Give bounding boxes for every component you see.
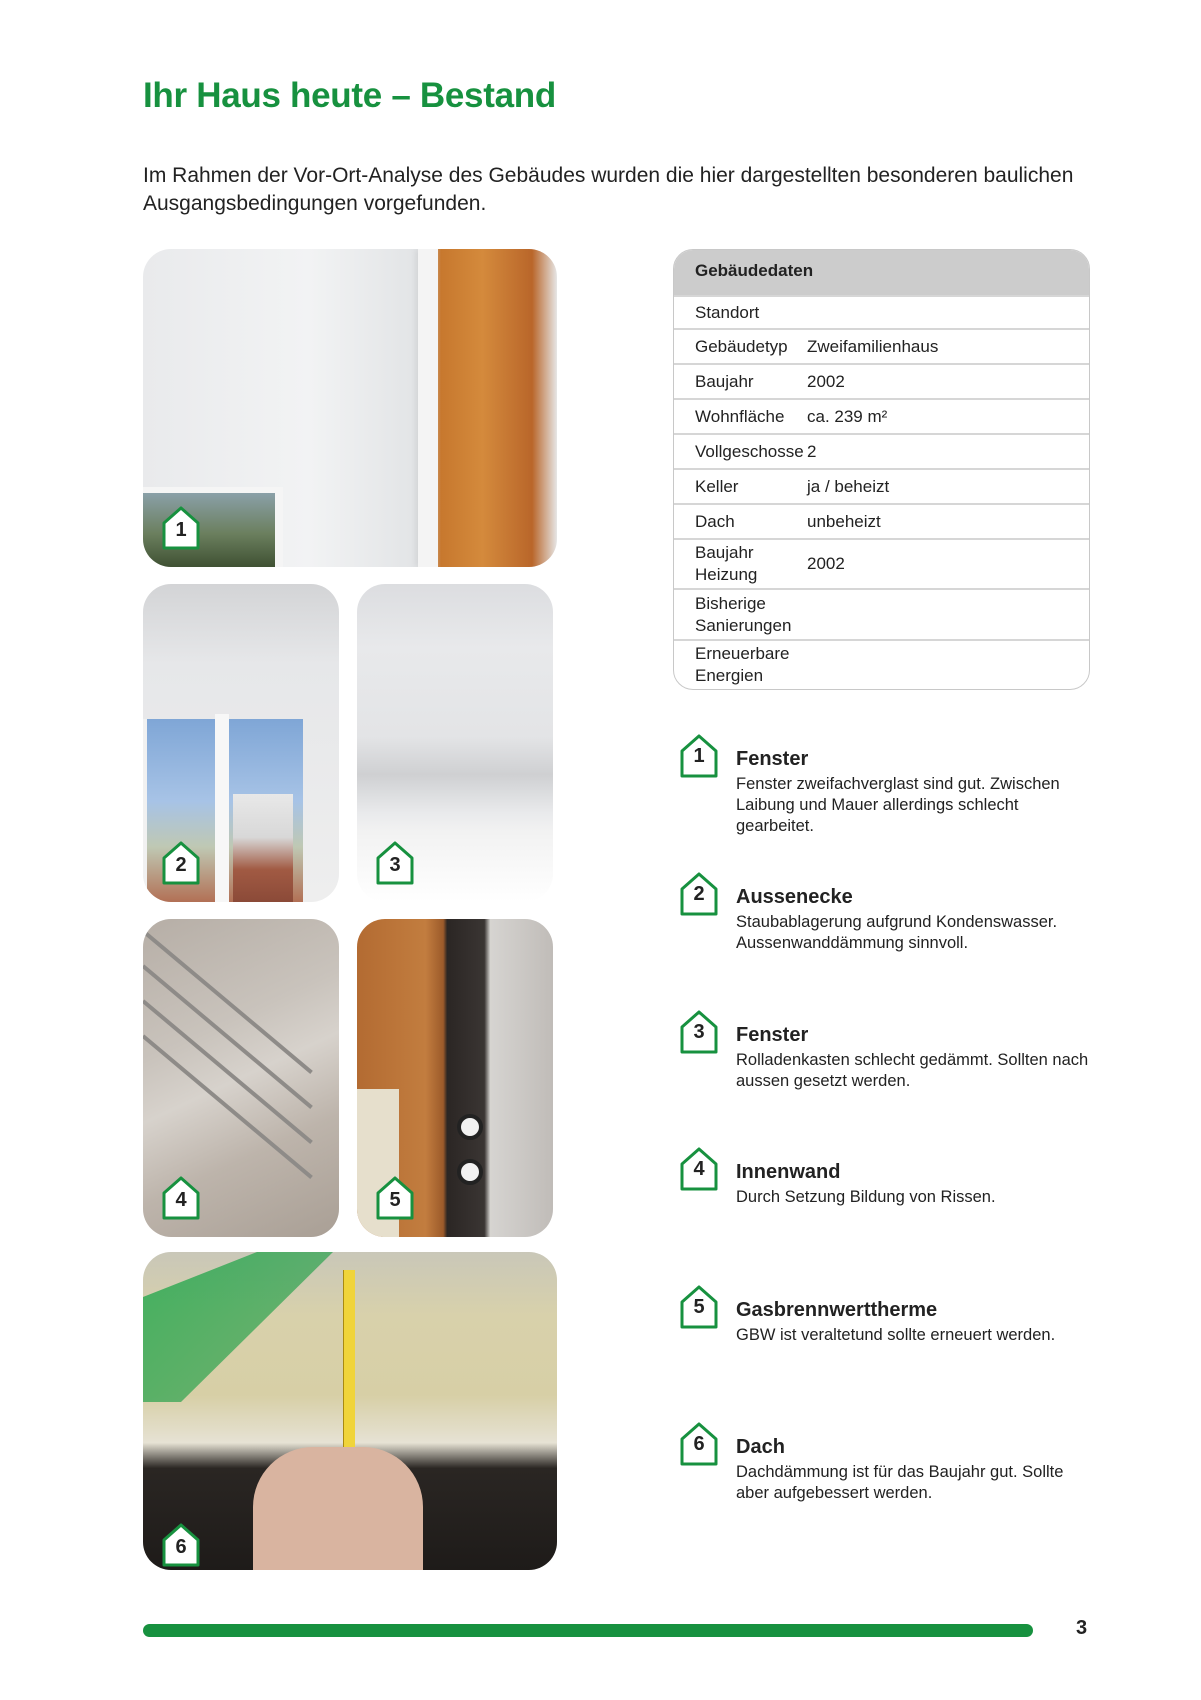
pressure-gauge xyxy=(457,1159,483,1185)
photo-5-gas-boiler xyxy=(357,919,553,1237)
building-data-table xyxy=(673,249,1090,690)
note-title: Innenwand xyxy=(736,1161,841,1183)
row-label: Dach xyxy=(695,511,735,531)
photo-badge-number: 1 xyxy=(175,519,187,541)
note-text: Staubablagerung aufgrund Kondenswasser. Aussenwanddämmung sinnvoll. xyxy=(736,913,1058,952)
reveal-edge xyxy=(418,249,438,567)
table-row xyxy=(674,433,1089,468)
note-number: 2 xyxy=(693,883,705,905)
table-row xyxy=(674,538,1089,588)
photo-badge-number: 5 xyxy=(389,1189,401,1211)
hand xyxy=(253,1447,423,1570)
railing-bar xyxy=(143,929,313,1073)
table-row xyxy=(674,503,1089,538)
row-value: 2002 xyxy=(807,371,845,391)
note-title: Fenster xyxy=(736,748,809,770)
page-number: 3 xyxy=(1076,1617,1088,1639)
row-label: Wohnfläche xyxy=(695,406,785,426)
photo-2-outer-corner xyxy=(143,584,339,902)
row-label: Baujahr xyxy=(695,371,754,391)
row-label: Erneuerbare Energien xyxy=(695,644,790,685)
photo-badge-5 xyxy=(375,1175,415,1221)
note-title: Aussenecke xyxy=(736,886,853,908)
pressure-gauge xyxy=(457,1114,483,1140)
footer-bar xyxy=(143,1624,1033,1637)
note-badge xyxy=(679,733,719,779)
table-row xyxy=(674,468,1089,503)
photo-6-roof-insulation xyxy=(143,1252,557,1570)
table-row xyxy=(674,588,1089,639)
row-value: ca. 239 m² xyxy=(807,406,888,426)
note-badge xyxy=(679,871,719,917)
row-value: 2 xyxy=(807,441,817,461)
note-badge xyxy=(679,1146,719,1192)
railing-bar xyxy=(143,1034,313,1178)
row-value: Zweifamilienhaus xyxy=(807,336,939,356)
row-value: unbeheizt xyxy=(807,511,881,531)
photo-badge-1 xyxy=(161,505,201,551)
row-label: Keller xyxy=(695,476,739,496)
photo-badge-6 xyxy=(161,1522,201,1568)
page-title: Ihr Haus heute – Bestand xyxy=(143,76,556,115)
row-value: 2002 xyxy=(807,554,845,573)
note-badge xyxy=(679,1421,719,1467)
photo-badge-number: 6 xyxy=(175,1536,187,1558)
note-title: Dach xyxy=(736,1436,785,1458)
note-number: 1 xyxy=(693,745,705,767)
railing-bar xyxy=(143,999,313,1143)
table-row xyxy=(674,328,1089,363)
table-row xyxy=(674,639,1089,689)
neighbor-house xyxy=(233,794,293,902)
note-text: Rolladenkasten schlecht gedämmt. Sollten nach aussen gesetzt werden. xyxy=(736,1051,1089,1090)
note-number: 5 xyxy=(693,1296,705,1318)
intro-text: Im Rahmen der Vor-Ort-Analyse des Gebäudes wurden die hier dargestellten besonderen baulichen Ausgangsbedingungen vorgefunden. xyxy=(143,164,1074,215)
window-mullion xyxy=(215,714,229,902)
table-row xyxy=(674,295,1089,328)
photo-badge-2 xyxy=(161,840,201,886)
photo-3-roller-shutter-box xyxy=(357,584,553,902)
table-row xyxy=(674,363,1089,398)
row-label: Baujahr Heizung xyxy=(695,543,758,584)
note-title: Fenster xyxy=(736,1024,809,1046)
row-label: Vollgeschosse xyxy=(695,441,804,461)
photo-badge-number: 3 xyxy=(389,854,401,876)
railing-bar xyxy=(143,964,313,1108)
note-badge xyxy=(679,1284,719,1330)
row-label: Standort xyxy=(695,302,760,322)
photo-4-interior-wall xyxy=(143,919,339,1237)
note-number: 4 xyxy=(693,1158,705,1180)
row-label: Bisherige Sanierungen xyxy=(695,593,792,635)
photo-badge-number: 4 xyxy=(175,1189,187,1211)
vapor-barrier-tape xyxy=(143,1252,333,1402)
note-text: Fenster zweifachverglast sind gut. Zwischen Laibung und Mauer allerdings schlecht gearbeitet. xyxy=(736,775,1060,835)
photo-1-window-reveal xyxy=(143,249,557,567)
row-value: ja / beheizt xyxy=(807,476,890,496)
note-text: Durch Setzung Bildung von Rissen. xyxy=(736,1188,996,1206)
photo-badge-4 xyxy=(161,1175,201,1221)
table-row xyxy=(674,398,1089,433)
note-title: Gasbrennwerttherme xyxy=(736,1299,938,1321)
note-text: GBW ist veraltetund sollte erneuert werden. xyxy=(736,1326,1056,1344)
row-label: Gebäudetyp xyxy=(695,336,788,356)
photo-badge-3 xyxy=(375,840,415,886)
table-header: Gebäudedaten xyxy=(674,250,1089,295)
note-number: 6 xyxy=(693,1433,705,1455)
photo-badge-number: 2 xyxy=(175,854,187,876)
note-badge xyxy=(679,1009,719,1055)
note-number: 3 xyxy=(693,1021,705,1043)
note-text: Dachdämmung ist für das Baujahr gut. Sollte aber aufgebessert werden. xyxy=(736,1463,1064,1502)
